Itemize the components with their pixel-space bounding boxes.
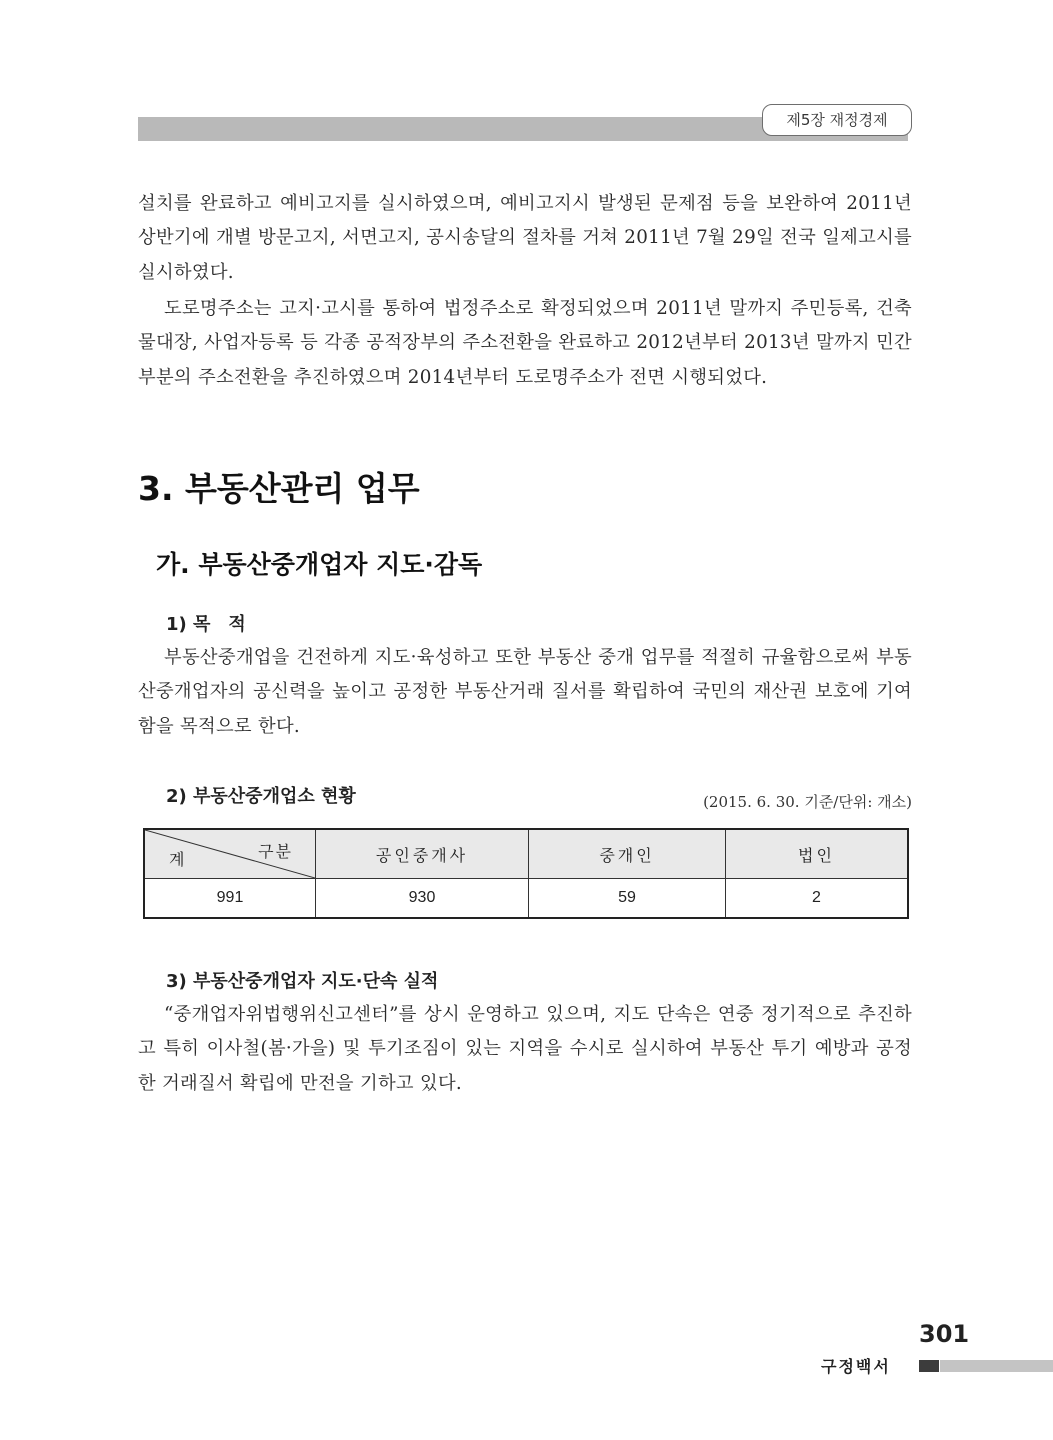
item-heading-status: 2) 부동산중개업소 현황	[166, 786, 356, 807]
section-title: 3. 부동산관리 업무	[138, 469, 420, 508]
footer-bar-light	[940, 1360, 1053, 1372]
cell-licensed-broker: 930	[316, 879, 529, 919]
subsection-title: 가. 부동산중개업자 지도·감독	[156, 550, 483, 579]
intro-paragraph-1: 설치를 완료하고 예비고지를 실시하였으며, 예비고지시 발생된 문제점 등을 보완하여 2011년 상반기에 개별 방문고지, 서면고지, 공시송달의 절차를 거쳐 2011년 7월 29일 전국 일제고시를 실시하였다.	[138, 193, 912, 283]
enforcement-paragraph: “중개업자위법행위신고센터”를 상시 운영하고 있으며, 지도 단속은 연중 정기적으로 추진하고 특히 이사철(봄·가을) 및 투기조짐이 있는 지역을 수시로 실시하여 부동산 투기 예방과 공정한 거래질서 확립에 만전을 기하고 있다.	[138, 1004, 912, 1094]
intro-paragraph-2: 도로명주소는 고지·고시를 통하여 법정주소로 확정되었으며 2011년 말까지 주민등록, 건축물대장, 사업자등록 등 각종 공적장부의 주소전환을 완료하고 2012년부터 2013년 말까지 민간부분의 주소전환을 추진하였으며 2014년부터 도로명주소가 전면 시행되었다.	[138, 298, 912, 388]
cell-broker: 59	[529, 879, 726, 919]
table-header-row	[144, 829, 908, 879]
table-note: (2015. 6. 30. 기준/단위: 개소)	[703, 793, 912, 811]
table-corner-cell	[144, 829, 316, 879]
cell-corporation: 2	[726, 879, 909, 919]
corner-label-total: 계	[169, 852, 188, 869]
corner-label-category: 구분	[258, 844, 293, 861]
chapter-tab: 제5장 재정경제	[762, 104, 912, 136]
header-licensed-broker: 공인중개사	[316, 829, 529, 879]
footer-brand: 구정백서	[821, 1357, 891, 1376]
broker-status-table	[143, 828, 909, 919]
table-row	[144, 879, 908, 919]
purpose-paragraph: 부동산중개업을 건전하게 지도·육성하고 또한 부동산 중개 업무를 적절히 규율함으로써 부동산중개업자의 공신력을 높이고 공정한 부동산거래 질서를 확립하여 국민의 재산권 보호에 기여함을 목적으로 한다.	[138, 647, 912, 737]
header-corporation: 법인	[726, 829, 909, 879]
page-number: 301	[919, 1320, 970, 1348]
cell-total: 991	[144, 879, 316, 919]
item-heading-enforcement: 3) 부동산중개업자 지도·단속 실적	[166, 971, 439, 992]
header-broker: 중개인	[529, 829, 726, 879]
footer-bar-dark	[919, 1360, 939, 1372]
item-heading-purpose: 1) 목 적	[166, 614, 246, 635]
